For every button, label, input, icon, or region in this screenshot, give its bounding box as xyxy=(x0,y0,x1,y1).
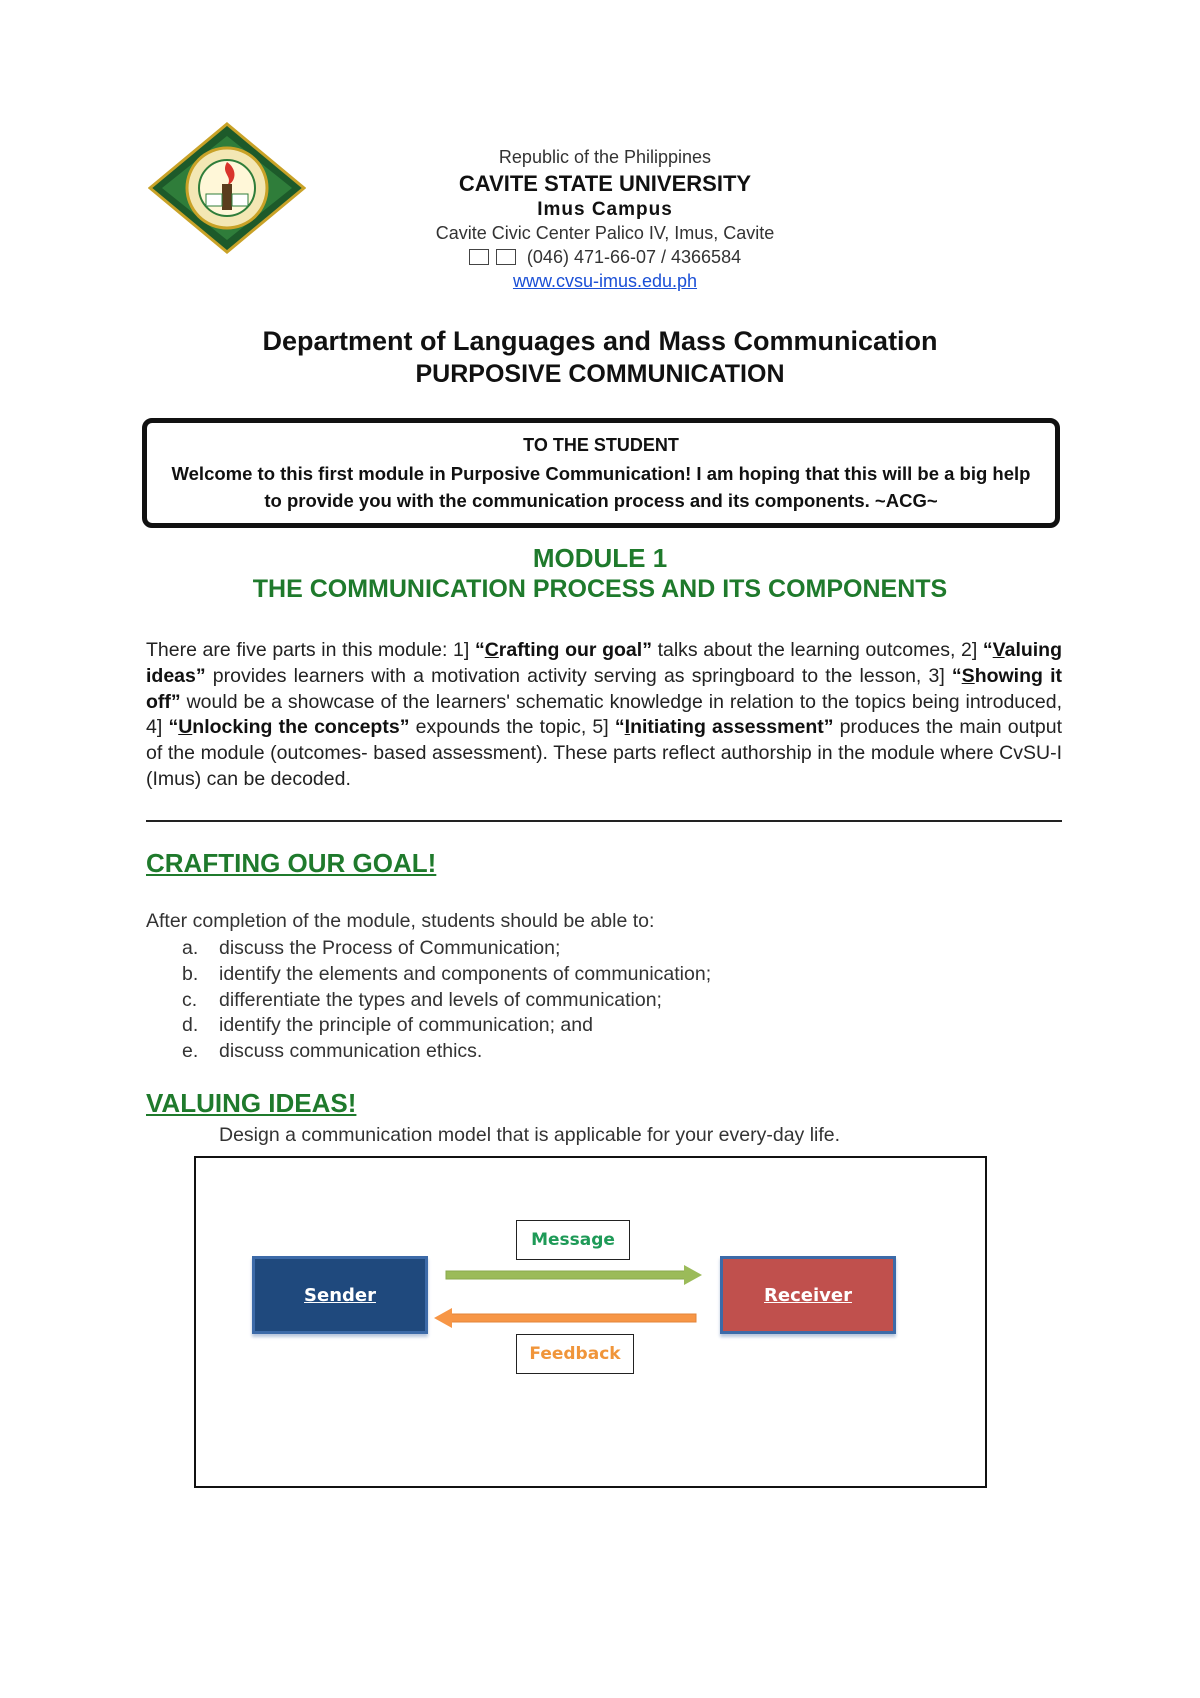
department-title: Department of Languages and Mass Communication xyxy=(262,326,938,356)
feedback-label: Feedback xyxy=(516,1334,634,1374)
module-intro-paragraph: There are five parts in this module: 1] “Crafting our goal” talks about the learning outcomes, 2] “Valuing ideas” provides learners with a motivation activity serving as springboard to the lesson, 3] “Showing it off” would be a showcase of the learners' schematic knowledge in relation to the topics being introduced, 4] “Unlocking the concepts” expounds the topic, 5] “Initiating assessment” produces the main output of the module (outcomes- based assessment). These parts reflect authorship in the module where CvSU-I (Imus) can be decoded. xyxy=(146,639,1063,790)
section-divider xyxy=(146,820,1062,822)
campus-address: Cavite Civic Center Palico IV, Imus, Cavite xyxy=(435,223,775,243)
crafting-lead: After completion of the module, students should be able to: xyxy=(146,910,655,932)
list-item: b. identify the elements and components of communication; xyxy=(182,962,712,985)
message-arrow xyxy=(446,1265,702,1285)
crafting-heading: CRAFTING OUR GOAL! xyxy=(146,848,437,878)
valuing-heading: VALUING IDEAS! xyxy=(146,1088,357,1118)
sender-node: Sender xyxy=(252,1256,428,1334)
website-link[interactable]: www.cvsu-imus.edu.ph xyxy=(512,271,698,291)
list-item: e. discuss communication ethics. xyxy=(182,1040,483,1063)
university-name: CAVITE STATE UNIVERSITY xyxy=(458,171,752,196)
communication-model-diagram xyxy=(194,1156,987,1488)
contact-phone xyxy=(360,247,850,268)
republic-line: Republic of the Philippines xyxy=(498,147,712,167)
campus-name: Imus Campus xyxy=(537,199,673,220)
receiver-node: Receiver xyxy=(720,1256,896,1334)
list-item: c. differentiate the types and levels of communication; xyxy=(182,988,662,1011)
learning-outcomes-list xyxy=(146,936,1046,1065)
university-seal-icon xyxy=(148,122,306,254)
feedback-arrow xyxy=(434,1308,696,1328)
phone-fax-icon xyxy=(496,249,516,265)
list-item: d. identify the principle of communication; and xyxy=(182,1014,593,1037)
module-title: THE COMMUNICATION PROCESS AND ITS COMPONENTS xyxy=(252,575,948,603)
phone-fax-icon xyxy=(469,249,489,265)
module-number: MODULE 1 xyxy=(532,543,668,573)
student-box-title: TO THE STUDENT xyxy=(523,435,679,455)
to-the-student-box xyxy=(142,418,1060,528)
course-title: PURPOSIVE COMMUNICATION xyxy=(415,360,785,388)
phone-number: (046) 471-66-07 / 4366584 xyxy=(526,247,742,267)
message-label: Message xyxy=(516,1220,630,1260)
student-box-text: Welcome to this first module in Purposive Communication! I am hoping that this will be a big help to provide you with the communication process and its components. ~ACG~ xyxy=(171,463,1031,511)
valuing-task: Design a communication model that is applicable for your every-day life. xyxy=(219,1124,841,1146)
list-item: a. discuss the Process of Communication; xyxy=(182,937,561,959)
